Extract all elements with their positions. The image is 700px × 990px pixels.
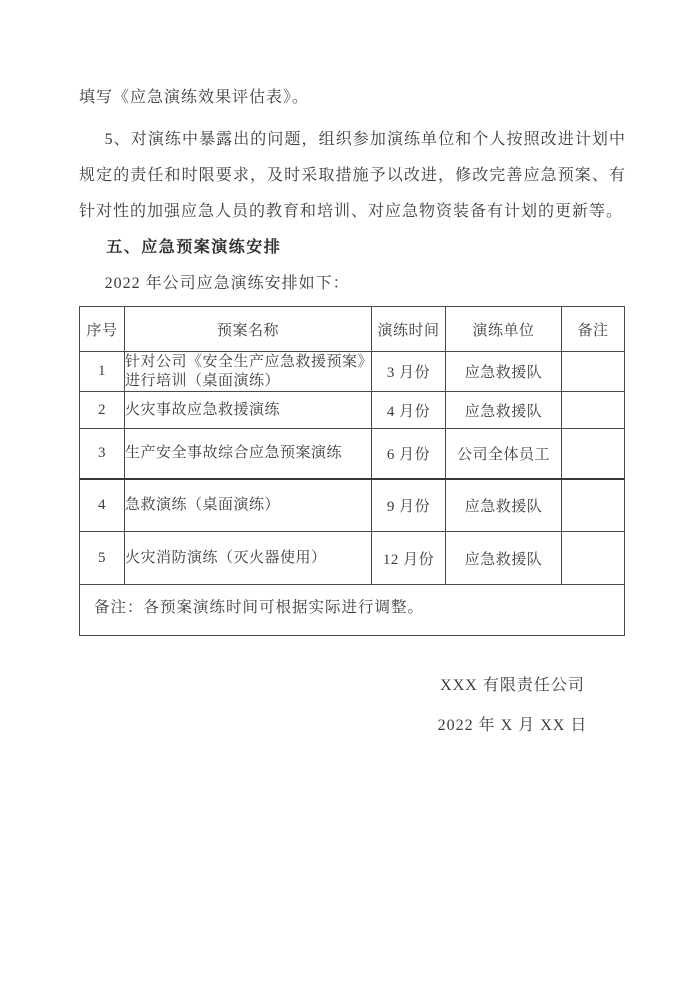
section-heading: 五、应急预案演练安排	[106, 239, 282, 256]
paragraph-item5: 5、对演练中暴露出的问题，组织参加演练单位和个人按照改进计划中规定的责任和时限要求，及时采取措施予以改进，修改完善应急预案、有针对性的加强应急人员的教育和培训、对应急物资装备有计划的更新等。	[79, 131, 626, 220]
table-header-row	[80, 307, 625, 352]
table-footer-note: 备注：各预案演练时间可根据实际进行调整。	[80, 585, 625, 636]
col-header-unit: 演练单位	[446, 307, 562, 352]
drill-schedule-table	[79, 306, 625, 636]
cell-plan-name: 火灾事故应急救援演练	[125, 392, 372, 429]
cell-plan-name: 急救演练（桌面演练）	[125, 479, 372, 532]
signature-company: XXX 有限责任公司	[440, 677, 585, 694]
cell-no: 3	[80, 429, 125, 479]
table-row	[80, 532, 625, 585]
cell-plan-name: 针对公司《安全生产应急救援预案》进行培训（桌面演练）	[125, 352, 372, 392]
cell-note	[562, 392, 625, 429]
cell-note	[562, 532, 625, 585]
cell-unit: 应急救援队	[446, 352, 562, 392]
cell-no: 1	[80, 352, 125, 392]
cell-note	[562, 429, 625, 479]
paragraph-intro: 填写《应急演练效果评估表》。	[79, 89, 310, 106]
cell-no: 4	[80, 479, 125, 532]
table-intro-line: 2022 年公司应急演练安排如下：	[104, 275, 350, 292]
cell-time: 12 月份	[372, 532, 446, 585]
table-row	[80, 352, 625, 392]
cell-unit: 应急救援队	[446, 392, 562, 429]
col-header-time: 演练时间	[372, 307, 446, 352]
cell-note	[562, 352, 625, 392]
cell-time: 4 月份	[372, 392, 446, 429]
cell-plan-name: 生产安全事故综合应急预案演练	[125, 429, 372, 479]
cell-plan-name: 火灾消防演练（灭火器使用）	[125, 532, 372, 585]
table-footer-row	[80, 585, 625, 636]
cell-note	[562, 479, 625, 532]
cell-time: 3 月份	[372, 352, 446, 392]
col-header-name: 预案名称	[125, 307, 372, 352]
table-row	[80, 479, 625, 532]
cell-time: 6 月份	[372, 429, 446, 479]
cell-unit: 公司全体员工	[446, 429, 562, 479]
table-row	[80, 392, 625, 429]
signature-date: 2022 年 X 月 XX 日	[437, 717, 588, 734]
col-header-note: 备注	[562, 307, 625, 352]
cell-unit: 应急救援队	[446, 479, 562, 532]
table-row	[80, 429, 625, 479]
signature-block	[385, 666, 640, 746]
cell-unit: 应急救援队	[446, 532, 562, 585]
col-header-no: 序号	[80, 307, 125, 352]
cell-no: 2	[80, 392, 125, 429]
cell-time: 9 月份	[372, 479, 446, 532]
cell-no: 5	[80, 532, 125, 585]
